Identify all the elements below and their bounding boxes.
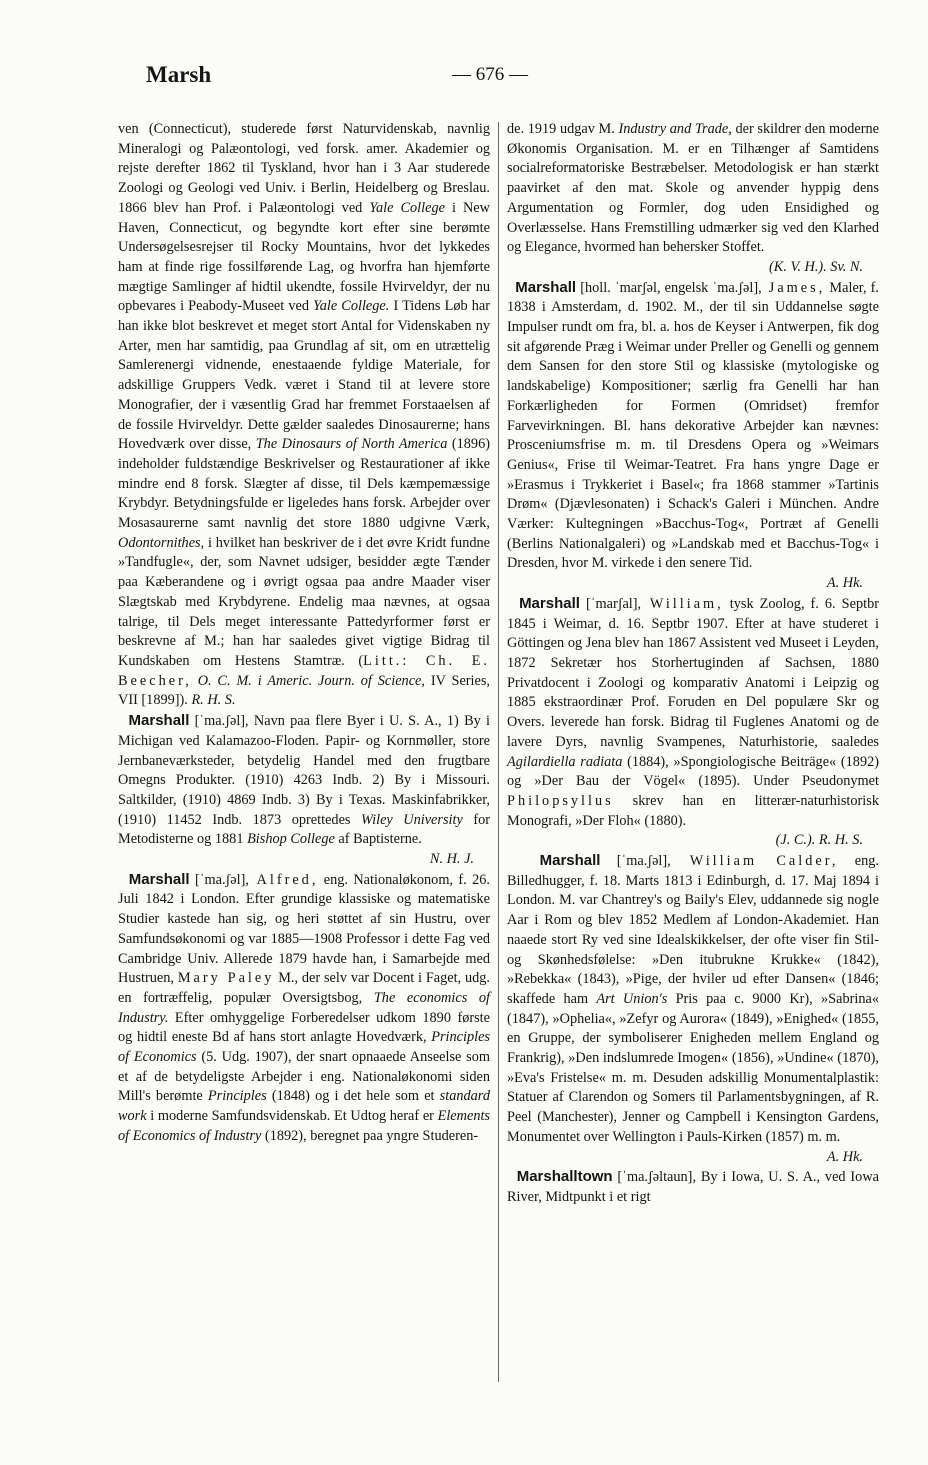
entry-marshall-town: Marshall [ˈma.ʃəl], Navn paa flere Byer i U. S. A., 1) By i Michigan ved Kalamazoo-Floden. Papir- og Kornmøller, store Jernbaneværksteder, betydelig Handel med den frugtbare Omegns Produkter. (1910) 4263 Indb. 2) By i Missouri. Saltkilder, (1910) 4869 Indb. 3) By i Texas. Maskinfabrikker, (1910) 11452 Indb. 1873 oprettedes Wiley University for Metodisterne og 1881 Bishop College af Baptisterne. N. H. J.	[118, 711, 490, 870]
author-signature: (J. C.). R. H. S.	[775, 832, 863, 849]
headword: Marshall	[128, 870, 190, 888]
headword: Marshall	[539, 852, 601, 870]
headword: Marshall	[128, 712, 190, 730]
column-divider	[498, 122, 499, 1382]
author-signature: A. Hk.	[826, 575, 863, 592]
entry-marshalltown: Marshalltown [ˈma.ʃəltaun], By i Iowa, U. S. A., ved Iowa River, Midtpunkt i et rigt	[507, 1168, 879, 1205]
headword: Marshall	[515, 278, 577, 296]
right-column	[507, 120, 879, 1208]
entry-marshall-alfred-continued: de. 1919 udgav M. Industry and Trade, der skildrer den moderne Økonomis Organisation. M. er en Tilhænger af Samtidens socialreformatoriske Bestræbelser. Metodologisk er han stærkt paavirket af den mat. Skole og anvender hyppig dens Argumentation og Formler, dog uden Ensidighed og Overlæsselse. Hans Fremstilling udmærker sig ved den Klarhed og Elegance, hvormed han behersker Stoffet. (K. V. H.). Sv. N.	[507, 120, 879, 278]
entry-marshall-alfred: Marshall [ˈma.ʃəl], Alfred, eng. Nationaløkonom, f. 26. Juli 1842 i London. Efter grundige klassiske og matematiske Studier kastede han sig, og heri støttet af sin Hustru, over Samfundsøkonomi og var 1885—1908 Professor i dette Fag ved Cambridge Univ. Allerede 1879 havde han, i Samarbejde med Hustruen, Mary Paley M., der selv var Docent i Faget, udg. en fortræffelig, populær Oversigtsbog, The economics of Industry. Efter omhyggelige Forberedelser udkom 1890 første og hidtil eneste Bd af hans stort anlagte Hovedværk, Principles of Economics (5. Udg. 1907), der snart opnaaede Anseelse som et af de betydeligste Arbejder i eng. Nationaløkonomi siden Mill's berømte Principles (1848) og i det hele som et standard work i moderne Samfundsvidenskab. Et Udtog heraf er Elements of Economics of Industry (1892), beregnet paa yngre Studeren-	[118, 870, 491, 1144]
headword: Marshalltown	[516, 1168, 613, 1186]
headword: Marshall	[519, 594, 580, 612]
entry-marsh-continued: ven (Connecticut), studerede først Naturvidenskab, navnlig Mineralogi og Palæontologi, ved forsk. amer. Akademier og rejste derefter 1862 til Tyskland, hvor han i 3 Aar studerede Zoologi og Geologi ved Univ. i Berlin, Heidelberg og Breslau. 1866 blev han Prof. i Palæontologi ved Yale College i New Haven, Connecticut, og begyndte kort efter sine berømte Undersøgelsesrejser til Rocky Mountains, hvor det lykkedes ham at finde rige fossilførende Lag, og hvorfra han hjemførte mægtige Samlinger af hidtil ukendte, fossile Hvirveldyr, der nu opbevares i Peabody-Museet ved Yale College. I Tidens Løb har han ikke blot beskrevet et meget stort Antal for Videnskaben ny Arter, men har samtidig, paa Grundlag af sit, om en utrættelig Samlerenergi vidnende, enestaaende fyldige Materiale, for adskillige Gruppers Vedk. været i Stand til at levere store Monografier, der i væsentlig Grad har fremmet Forstaaelsen af de fossile Hvirveldyr. Dette gælder saaledes Dinosaurerne; hans Hovedværk over disse, The Dinosaurs of North America (1896) indeholder fuldstændige Beskrivelser og Restaurationer af ikke mindre end 8 forsk. Slægter af disse, til Dels kæmpemæssige Krybdyr. Betydningsfulde er ligeledes hans forsk. Arbejder over Mosasaurerne samt navnlig det store 1880 udgivne Værk, Odontornithes, i hvilket han beskriver de i det øvre Kridt fundne »Tandfugle«, der, som Navnet udsiger, besidder ægte Tænder paa Kæberandene og i øvrigt ogsaa paa andre Maader viser Slægtskab med Krybdyrene. Endelig maa nævnes, at ogsaa talrige, til Dels meget interessante Pattedyrformer først er beskrevne af M.; han har saaledes givet vigtige Bidrag til Kundskaben om Hestens Stamtræ. (Litt.: Ch. E. Beecher, O. C. M. i Americ. Journ. of Science, IV Series, VII [1899]). R. H. S.	[118, 121, 491, 709]
left-column	[118, 120, 490, 1147]
page-number: — 676 —	[452, 64, 528, 85]
page-header	[0, 58, 928, 98]
author-signature: N. H. J.	[429, 851, 474, 868]
running-head-word: Marsh	[146, 62, 212, 87]
author-signature: (K. V. H.). Sv. N.	[769, 258, 863, 275]
entry-marshall-james: Marshall [holl. ˈmarʃəl, engelsk ˈma.ʃəl], James, Maler, f. 1838 i Amsterdam, d. 1902. M., der til sin Uddannelse søgte Impulser rundt om fra, bl. a. hos de Keyser i Antwerpen, fik dog sit afgørende Præg i Weimar under Preller og Genelli og gennem dem Sansen for den store Stil og klassiske (mytologiske og landskabelige) Kompositioner; særlig fra Genelli har han Forkærligheden for Formen (Omridset) fremfor Farvevirkningen. Bl. hans dekorative Arbejder kan nævnes: Prosceniumsfrise m. m. til Dresdens Opera og »Weimars Genius«, Frise til Weimar-Teatret. Fra hans yngre Dage er »Erasmus i Trykkeriet i Basel«; fra 1868 stammer »Tartinis Drøm« (Djævlesonaten) i Schack's Galeri i München. Andre Værker: Kultegningen »Bacchus-Tog«, Portræt af Genelli (Berlins Nationalgaleri) og »Landskab med et Bacchus-Tog« i Dresden, hvor M. virkede i den senere Tid. A. Hk.	[507, 278, 879, 594]
author-signature: A. Hk.	[826, 1148, 863, 1165]
entry-marshall-william-calder: Marshall [ˈma.ʃəl], William Calder, eng. Billedhugger, f. 18. Marts 1813 i Edinburgh, d. 17. Maj 1894 i London. M. var Chantrey's og Baily's Elev, uddannede sig nogle Aar i Rom og blev 1852 Medlem af London-Akademiet. Han naaede stort Ry ved sine Idealskikkelser, der ofte viser fin Stil- og Skønhedsfølelse: »Den itubrukne Krukke« (1842), »Rebekka« (1843), »Pige, der hviler ud efter Dansen« (1846; skaffede ham Art Union's Pris paa c. 9000 Kr), »Sabrina« (1847), »Ophelia«, »Zefyr og Aurora« (1849), »Enighed« (1855, en Gruppe, der symboliserer Enigheden mellem England og Frankrig), »Den indslumrede Imogen« (1856), »Undine« (1870), »Eva's Fristelse« m. m. Desuden adskillig Monumentalplastik: Statuer af Clarendon og Somers til Parlamentsbygningen, af R. Peel (Manchester), Jenner og Campbell i Kensington Gardens, Monumentet over Wellington i Pauls-Kirken (1857) m. m. A. Hk.	[507, 851, 879, 1167]
author-signature: R. H. S.	[191, 692, 236, 709]
entry-marshall-william: Marshall [ˈmarʃal], William, tysk Zoolog, f. 6. Septbr 1845 i Weimar, d. 16. Septbr 1907. Efter at have studeret i Göttingen og Jena blev han 1867 Assistent ved Museet i Leyden, 1872 Sekretær hos Storhertuginden af Sachsen, 1880 Privatdocent i Zoologi og komparativ Anatomi i Leipzig og 1885 ekstraordinær Prof. Foruden en Del populære Skr og Overs. leverede han forsk. Bidrag til Fuglenes Anatomi og de lavere Dyrs, navnlig Svampenes, Naturhistorie, saaledes Agilardiella radiata (1884), »Spongiologische Beiträge« (1892) og »Der Bau der Vögel« (1895). Under Pseudonymet Philopsyllus skrev han en litterær-naturhistorisk Monografi, »Der Floh« (1880). (J. C.). R. H. S.	[507, 594, 879, 851]
